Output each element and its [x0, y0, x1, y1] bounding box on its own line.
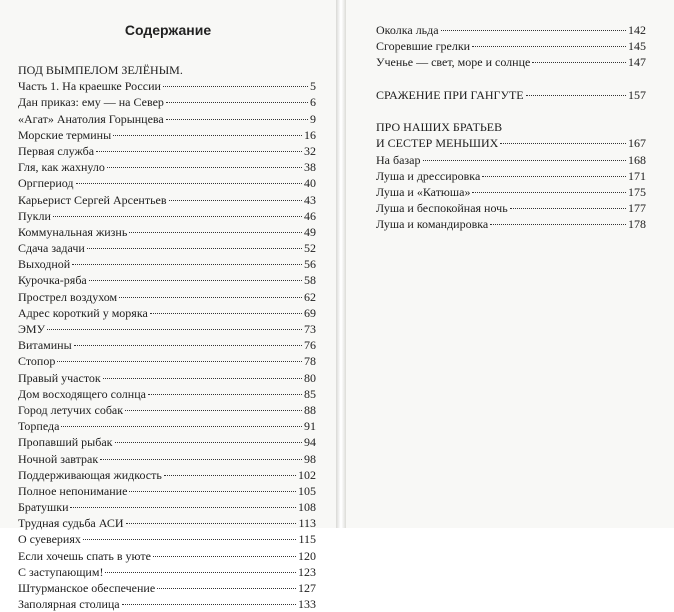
toc-entry-title: Карьерист Сергей Арсентьев — [18, 192, 167, 207]
toc-entry-page-number: 46 — [304, 208, 316, 223]
toc-entry — [376, 168, 646, 184]
toc-entry — [18, 240, 316, 256]
toc-entry-title: Коммунальная жизнь — [18, 224, 128, 239]
dot-leader — [490, 224, 626, 225]
toc-entry-title: На базар — [376, 152, 421, 167]
dot-leader — [70, 507, 296, 508]
dot-leader — [107, 167, 302, 168]
toc-entry — [18, 224, 316, 240]
toc-entry — [18, 256, 316, 272]
toc-entry-page-number: 49 — [304, 224, 316, 239]
toc-entry — [18, 531, 316, 547]
toc-entry-title: Город летучих собак — [18, 402, 124, 417]
toc-entry — [18, 94, 316, 110]
toc-entry — [18, 127, 316, 143]
toc-entry — [18, 353, 316, 369]
toc-entry-title: СРАЖЕНИЕ ПРИ ГАНГУТЕ — [376, 87, 524, 102]
toc-entry-page-number: 175 — [628, 184, 646, 199]
toc-entry-page-number: 94 — [304, 435, 316, 450]
dot-leader — [423, 160, 627, 161]
dot-leader — [83, 539, 297, 540]
toc-entry-title: Ученье — свет, море и солнце — [376, 55, 531, 70]
dot-leader — [72, 264, 302, 265]
dot-leader — [150, 313, 302, 314]
toc-entry-page-number: 43 — [304, 192, 316, 207]
toc-entry-title: Правый участок — [18, 370, 101, 385]
toc-entry-title: Пукли — [18, 208, 51, 223]
toc-entry-title: С заступающим! — [18, 564, 104, 579]
toc-entry-title: Луша и дрессировка — [376, 168, 481, 183]
dot-leader — [510, 208, 626, 209]
toc-entry — [18, 272, 316, 288]
toc-entry-title: Сдача задачи — [18, 241, 85, 256]
toc-entry — [18, 386, 316, 402]
dot-leader — [169, 200, 302, 201]
toc-entry — [18, 402, 316, 418]
toc-entry-page-number: 177 — [628, 201, 646, 216]
toc-entry-title: Полное непонимание — [18, 483, 128, 498]
toc-entry — [18, 305, 316, 321]
toc-entry — [376, 184, 646, 200]
dot-leader — [100, 459, 302, 460]
toc-entry — [376, 54, 646, 70]
dot-leader — [105, 572, 296, 573]
toc-entry — [18, 192, 316, 208]
toc-entry — [18, 515, 316, 531]
toc-entry — [18, 483, 316, 499]
toc-entry — [376, 38, 646, 54]
dot-leader — [115, 442, 303, 443]
toc-entry — [18, 580, 316, 596]
toc-entry — [18, 596, 316, 612]
toc-entry-page-number: 9 — [310, 111, 316, 126]
dot-leader — [532, 62, 626, 63]
toc-entry — [18, 289, 316, 305]
dot-leader — [89, 280, 302, 281]
toc-entry-page-number: 56 — [304, 257, 316, 272]
dot-leader — [113, 135, 302, 136]
toc-entry-title: О суевериях — [18, 532, 81, 547]
toc-entry-title: Пропавший рыбак — [18, 435, 113, 450]
toc-entry-page-number: 113 — [298, 516, 316, 531]
toc-entry-title: Заполярная столица — [18, 597, 120, 612]
toc-entry-title: Гля, как жахнуло — [18, 160, 105, 175]
toc-entry-title: Часть 1. На краешке России — [18, 79, 161, 94]
toc-entry-title: Стопор — [18, 354, 56, 369]
toc-entry-page-number: 69 — [304, 305, 316, 320]
toc-entry-page-number: 32 — [304, 143, 316, 158]
toc-entry-title: Трудная судьба АСИ — [18, 516, 124, 531]
toc-entry-page-number: 78 — [304, 354, 316, 369]
toc-entry-title: Луша и командировка — [376, 217, 489, 232]
dot-leader — [166, 119, 308, 120]
toc-entry-title: Прострел воздухом — [18, 289, 118, 304]
toc-entry — [376, 216, 646, 232]
dot-leader — [472, 192, 626, 193]
dot-leader — [129, 491, 296, 492]
toc-entry-title: Первая служба — [18, 143, 95, 158]
section-heading: ПОД ВЫМПЕЛОМ ЗЕЛЁНЫМ. — [18, 63, 183, 77]
toc-entry-page-number: 133 — [298, 597, 316, 612]
toc-entry — [18, 418, 316, 434]
toc-entry-page-number: 16 — [304, 127, 316, 142]
toc-entry-page-number: 5 — [310, 79, 316, 94]
toc-entry-page-number: 80 — [304, 370, 316, 385]
page-title: Содержание — [124, 22, 212, 38]
toc-entry — [376, 152, 646, 168]
toc-entry — [18, 467, 316, 483]
toc-entry-page-number: 85 — [304, 386, 316, 401]
section-heading: ПРО НАШИХ БРАТЬЕВ — [376, 120, 503, 135]
toc-entry-page-number: 76 — [304, 338, 316, 353]
dot-leader — [53, 216, 302, 217]
dot-leader — [157, 588, 296, 589]
toc-entry-page-number: 168 — [628, 152, 646, 167]
dot-leader — [441, 30, 626, 31]
toc-entry — [18, 337, 316, 353]
toc-entry — [18, 370, 316, 386]
toc-entry-page-number: 38 — [304, 160, 316, 175]
toc-entry — [18, 451, 316, 467]
toc-entry-title: Торпеда — [18, 419, 60, 434]
dot-leader — [119, 297, 302, 298]
toc-entry — [18, 143, 316, 159]
toc-entry — [18, 78, 316, 94]
toc-entry — [18, 175, 316, 191]
toc-entry-title: Выходной — [18, 257, 71, 272]
toc-entry-page-number: 115 — [298, 532, 316, 547]
toc-entry — [18, 548, 316, 564]
toc-entry-title: Курочка-ряба — [18, 273, 87, 288]
toc-entry-page-number: 6 — [310, 95, 316, 110]
dot-leader — [96, 151, 302, 152]
toc-entry-page-number: 102 — [298, 467, 316, 482]
toc-entry-page-number: 120 — [298, 548, 316, 563]
toc-entry-page-number: 73 — [304, 322, 316, 336]
dot-leader — [122, 604, 296, 605]
toc-entry-page-number: 62 — [304, 289, 316, 304]
toc-entry — [18, 321, 316, 337]
toc-entry-page-number: 145 — [628, 39, 646, 54]
toc-entry-page-number: 178 — [628, 217, 646, 232]
toc-entry-title: Сгоревшие грелки — [376, 39, 471, 54]
toc-entry-page-number: 127 — [298, 581, 316, 595]
toc-entry-title: Братушки — [18, 500, 69, 515]
toc-entry-title: Адрес короткий у моряка — [18, 305, 148, 320]
toc-entry-page-number: 171 — [628, 168, 646, 183]
dot-leader — [103, 378, 302, 379]
book-gutter — [336, 0, 346, 528]
dot-leader — [166, 102, 308, 103]
toc-entry-page-number: 157 — [628, 87, 646, 102]
toc-entry-title: Околка льда — [376, 23, 439, 37]
dot-leader — [148, 394, 302, 395]
dot-leader — [57, 361, 302, 362]
dot-leader — [125, 410, 302, 411]
toc-entry-title: «Агат» Анатолия Горынцева — [18, 111, 164, 126]
toc-entry-title: И СЕСТЕР МЕНЬШИХ — [376, 136, 499, 151]
dot-leader — [472, 46, 626, 47]
toc-entry-page-number: 40 — [304, 176, 316, 191]
toc-entry-title: ЭМУ — [18, 322, 46, 336]
dot-leader — [76, 183, 302, 184]
spacer — [376, 103, 646, 119]
toc-entry-title: Штурманское обеспечение — [18, 581, 156, 595]
toc-entry-title: Ночной завтрак — [18, 451, 99, 466]
toc-entry-title: Оргпериод — [18, 176, 74, 191]
toc-entry-page-number: 167 — [628, 136, 646, 151]
toc-entry-page-number: 108 — [298, 500, 316, 515]
dot-leader — [87, 248, 302, 249]
toc-entry-section-heading-line2 — [376, 135, 646, 151]
toc-left-list — [18, 62, 316, 612]
toc-entry — [18, 208, 316, 224]
dot-leader — [526, 95, 626, 96]
dot-leader — [74, 345, 302, 346]
toc-entry — [18, 434, 316, 450]
toc-entry — [18, 499, 316, 515]
toc-entry-page-number: 98 — [304, 451, 316, 466]
toc-entry-title: Если хочешь спать в уюте — [18, 548, 151, 563]
dot-leader — [153, 556, 296, 557]
toc-entry-page-number: 58 — [304, 273, 316, 288]
toc-entry-title: Луша и «Катюша» — [376, 184, 471, 199]
toc-entry-title: Дан приказ: ему — на Север — [18, 95, 164, 110]
dot-leader — [500, 143, 626, 144]
dot-leader — [47, 329, 302, 330]
toc-entry — [18, 564, 316, 580]
toc-entry-page-number: 147 — [628, 55, 646, 70]
toc-entry-page-number: 52 — [304, 241, 316, 256]
toc-entry-title: Луша и беспокойная ночь — [376, 201, 508, 216]
toc-right-list — [376, 22, 646, 232]
toc-entry-page-number: 88 — [304, 402, 316, 417]
toc-entry-page-number: 123 — [298, 564, 316, 579]
toc-entry — [376, 200, 646, 216]
toc-entry-title: Дом восходящего солнца — [18, 386, 146, 401]
dot-leader — [164, 475, 296, 476]
toc-entry — [376, 22, 646, 38]
dot-leader — [126, 523, 297, 524]
dot-leader — [61, 426, 302, 427]
toc-entry-title: Поддерживающая жидкость — [18, 467, 162, 482]
toc-entry-title: Морские термины — [18, 127, 112, 142]
dot-leader — [163, 86, 308, 87]
toc-entry — [18, 111, 316, 127]
toc-entry-page-number: 142 — [628, 23, 646, 37]
toc-entry-battle — [376, 87, 646, 103]
toc-entry-page-number: 105 — [298, 483, 316, 498]
toc-entry — [18, 159, 316, 175]
toc-entry-page-number: 91 — [304, 419, 316, 434]
dot-leader — [129, 232, 302, 233]
spacer — [376, 71, 646, 87]
dot-leader — [482, 176, 626, 177]
toc-entry-title: Витамины — [18, 338, 72, 353]
